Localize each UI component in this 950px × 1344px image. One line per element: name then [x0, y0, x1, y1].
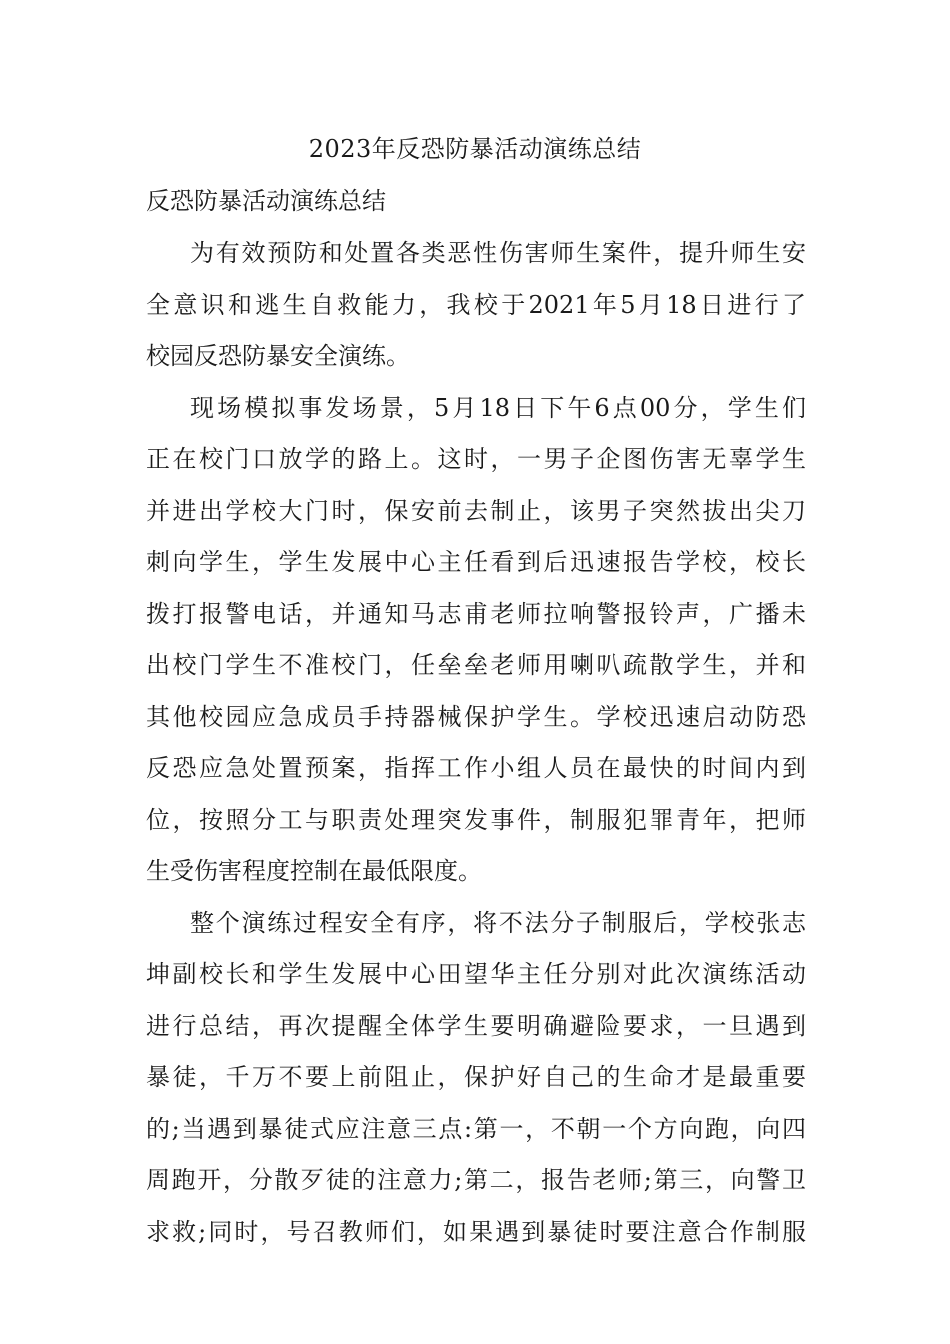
paragraph-line: 为有效预防和处置各类恶性伤害师生案件，提升师生安: [190, 239, 806, 267]
paragraph-line: 暴徒，千万不要上前阻止，保护好自己的生命才是最重要: [146, 1063, 806, 1091]
paragraph-line: 其他校园应急成员手持器械保护学生。学校迅速启动防恐: [146, 702, 806, 731]
document-subtitle: 反恐防暴活动演练总结: [146, 187, 386, 215]
paragraph-line: 周跑开，分散歹徒的注意力;第二，报告老师;第三，向警卫: [146, 1166, 806, 1194]
paragraph-3: [146, 898, 806, 1259]
paragraph-line: 求救;同时，号召教师们，如果遇到暴徒时要注意合作制服: [146, 1217, 806, 1246]
paragraph-line: 全意识和逃生自救能力，我校于2021年5月18日进行了: [146, 290, 806, 319]
paragraph-line: 拨打报警电话，并通知马志甫老师拉响警报铃声，广播未: [146, 599, 806, 628]
paragraph-line: 坤副校长和学生发展中心田望华主任分别对此次演练活动: [146, 960, 806, 988]
paragraph-line: 并进出学校大门时，保安前去制止，该男子突然拔出尖刀: [146, 496, 806, 525]
paragraph-line: 出校门学生不准校门，任垒垒老师用喇叭疏散学生，并和: [146, 651, 806, 679]
paragraph-line: 生受伤害程度控制在最低限度。: [146, 857, 482, 885]
paragraph-line: 正在校门口放学的路上。这时，一男子企图伤害无辜学生: [146, 445, 806, 473]
paragraph-line: 校园反恐防暴安全演练。: [146, 342, 410, 370]
paragraph-line: 整个演练过程安全有序，将不法分子制服后，学校张志: [190, 908, 806, 937]
paragraph-line: 刺向学生，学生发展中心主任看到后迅速报告学校，校长: [146, 548, 806, 576]
paragraph-line: 的;当遇到暴徒式应注意三点:第一，不朝一个方向跑，向四: [146, 1114, 806, 1143]
paragraph-line: 进行总结，再次提醒全体学生要明确避险要求，一旦遇到: [146, 1011, 806, 1040]
document-title: 2023年反恐防暴活动演练总结: [308, 135, 642, 163]
paragraph-2: [146, 383, 806, 898]
paragraph-line: 位，按照分工与职责处理突发事件，制服犯罪青年，把师: [146, 805, 806, 834]
document-body: [146, 228, 806, 1258]
paragraph-line: 反恐应急处置预案，指挥工作小组人员在最快的时间内到: [146, 754, 806, 782]
paragraph-line: 现场模拟事发场景，5月18日下午6点00分，学生们: [190, 393, 806, 422]
paragraph-1: [146, 228, 806, 383]
